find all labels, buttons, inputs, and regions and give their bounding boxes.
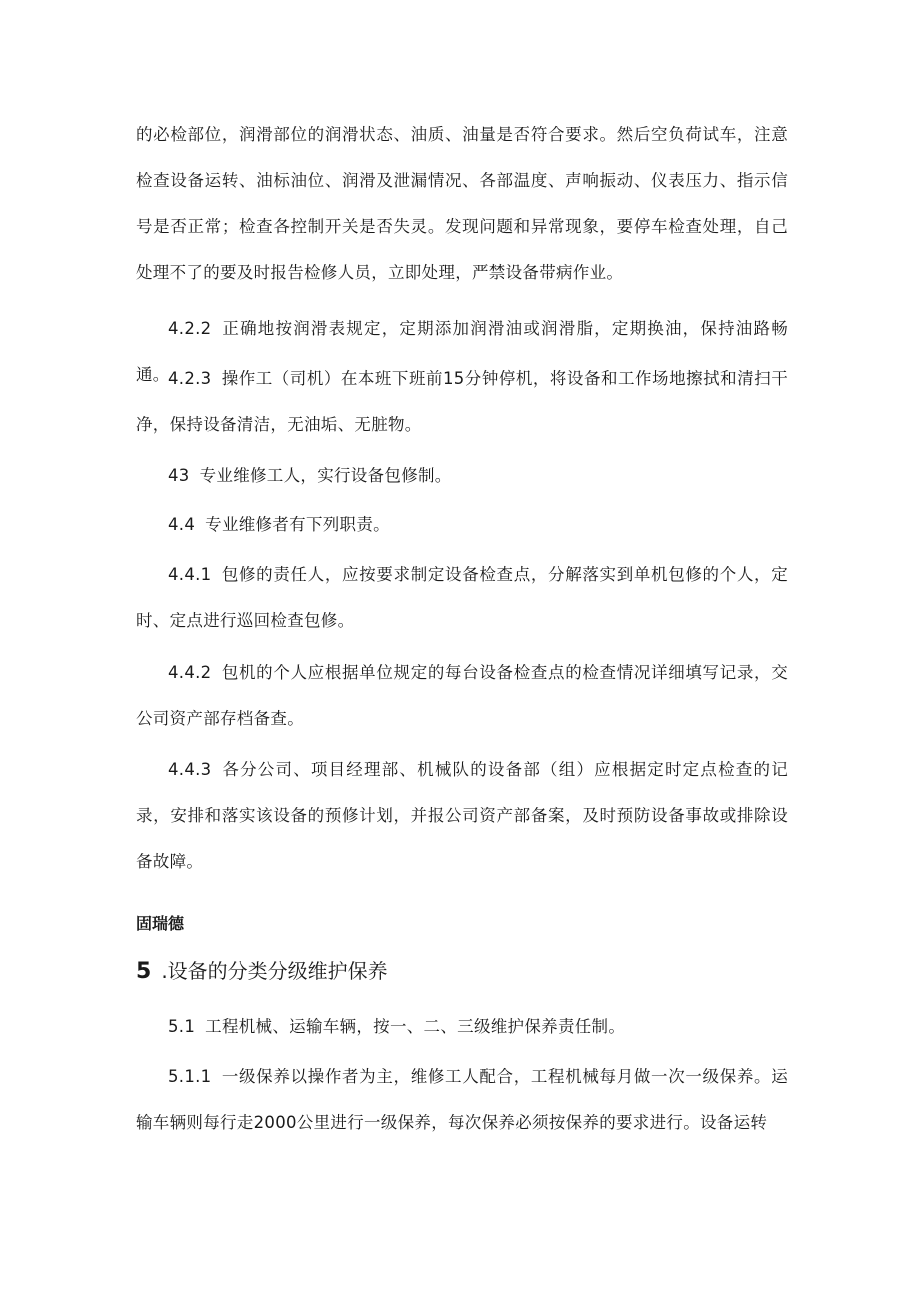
company-name: 固瑞德 <box>136 914 185 933</box>
paragraph-text: 一级保养以操作者为主，维修工人配合，工程机械每月做一次一级保养。运输车辆则每行走2000公里进行一级保养，每次保养必须按保养的要求进行。设备运转 <box>136 1067 788 1132</box>
clause-number: 43 <box>168 466 190 485</box>
clause-number: 4.4.1 <box>168 565 212 584</box>
clause-number: 5.1.1 <box>168 1067 212 1086</box>
paragraph-text: 工程机械、运输车辆，按一、二、三级维护保养责任制。 <box>205 1017 626 1036</box>
paragraph-text: 专业维修工人，实行设备包修制。 <box>199 466 452 485</box>
paragraph-text: 操作工（司机）在本班下班前15分钟停机，将设备和工作场地擦拭和清扫干净，保持设备清洁，无油垢、无脏物。 <box>136 369 788 434</box>
paragraph-text: 各分公司、项目经理部、机械队的设备部（组）应根据定时定点检查的记录，安排和落实该设备的预修计划，并报公司资产部备案，及时预防设备事故或排除设备故障。 <box>136 760 788 871</box>
paragraph-5-1 <box>136 1004 788 1050</box>
clause-number: 4.4.3 <box>168 760 212 779</box>
section-number: 5 <box>136 959 152 984</box>
clause-number: 4.4 <box>168 515 196 534</box>
paragraph-4-3 <box>136 453 788 499</box>
paragraph-5-1-1 <box>136 1054 788 1146</box>
clause-number: 4.4.2 <box>168 663 212 682</box>
clause-number: 4.2.2 <box>168 319 212 338</box>
paragraph-text: 包修的责任人，应按要求制定设备检查点，分解落实到单机包修的个人，定时、定点进行巡回检查包修。 <box>136 565 788 630</box>
paragraph-text: 专业维修者有下列职责。 <box>205 515 390 534</box>
paragraph-text: 包机的个人应根据单位规定的每台设备检查点的检查情况详细填写记录，交公司资产部存档备查。 <box>136 663 788 728</box>
clause-number: 5.1 <box>168 1017 196 1036</box>
paragraph-4-4-1 <box>136 552 788 644</box>
clause-number: 4.2.3 <box>168 369 212 388</box>
paragraph-4-4-2 <box>136 650 788 742</box>
paragraph-4-2-3 <box>136 356 788 448</box>
paragraph-text: 正确地按润滑表规定，定期添加润滑油或润滑脂，定期换油，保持油路畅通。 <box>136 319 788 384</box>
section-title-text: .设备的分类分级维护保养 <box>161 959 388 983</box>
paragraph-4-4-3 <box>136 747 788 885</box>
paragraph-text: 的必检部位，润滑部位的润滑状态、油质、油量是否符合要求。然后空负荷试车，注意检查设备运转、油标油位、润滑及泄漏情况、各部温度、声响振动、仪表压力、指示信号是否正常；检查各控制开关是否失灵。发现问题和异常现象，要停车检查处理，自己处理不了的要及时报告检修人员，立即处理，严禁设备带病作业。 <box>136 125 788 282</box>
paragraph-continuation <box>136 112 788 296</box>
paragraph-4-4 <box>136 502 788 548</box>
section-heading <box>136 956 388 987</box>
